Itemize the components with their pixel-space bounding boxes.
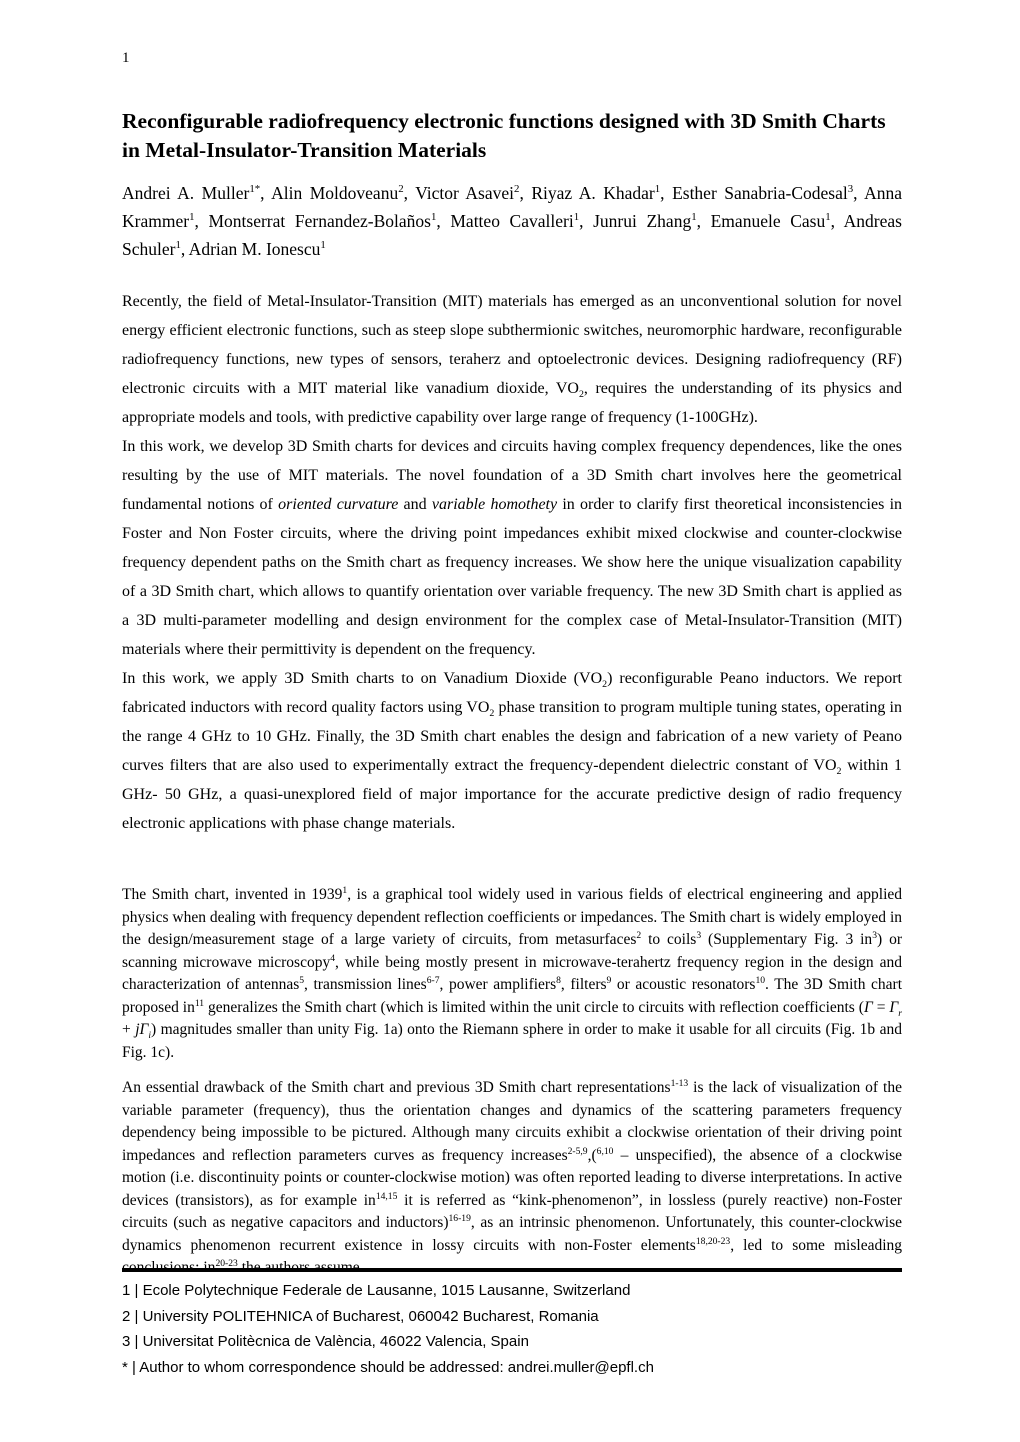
- abstract-paragraph-1: Recently, the field of Metal-Insulator-Transition (MIT) materials has emerged as an unconventional solution for novel energy efficient electronic functions, such as steep slope subthermionic switches, neuromorphic hardware, reconfigurable radiofrequency functions, new types of sensors, teraherz and optoelectronic devices. Designing radiofrequency (RF) electronic circuits with a MIT material like vanadium dioxide, $VO_2$, requires the understanding of its physics and appropriate models and tools, with predictive capability over large range of frequency (1-100GHz).: [122, 293, 903, 427]
- footnote-line: * | Author to whom correspondence should be addressed: andrei.muller@epfl.ch: [122, 1358, 654, 1376]
- footnote-line: 1 | Ecole Polytechnique Federale de Lausanne, 1015 Lausanne, Switzerland: [122, 1282, 631, 1299]
- footnote-divider: [122, 1268, 902, 1272]
- footnote-lines: [122, 1278, 902, 1380]
- abstract-paragraph-2: In this work, we develop 3D Smith charts for devices and circuits having complex frequency dependences, like the ones resulting by the use of MIT materials. The novel foundation of a 3D Smith chart involves here the geometrical fundamental notions of oriented curvature and variable homothety in order to clarify first theoretical inconsistencies in Foster and Non Foster circuits, where the driving point impedances exhibit mixed clockwise and counter-clockwise frequency dependent paths on the Smith chart as frequency increases. We show here the unique visualization capability of a 3D Smith chart, which allows to quantify orientation over variable frequency. The new 3D Smith chart is applied as a 3D multi-parameter modelling and design environment for the complex case of Metal-Insulator-Transition (MIT) materials where their permittivity is dependent on the frequency.: [122, 438, 903, 659]
- paper-title: Reconfigurable radiofrequency electronic functions designed with 3D Smith Charts in Metal-Insulator-Transition Materials: [122, 109, 886, 163]
- abstract-section: [122, 287, 902, 838]
- authors-line: Andrei A. Muller$^{1*}$, Alin Moldoveanu$^2$, Victor Asavei$^2$, Riyaz A. Khadar$^1$, Esther Sanabria-Codesal$^3$, Anna Krammer$^1$, Montserrat Fernandez-Bolaños$^1$, Matteo Cavalleri$^1$, Junrui Zhang$^1$, Emanuele Casu$^1$, Andreas Schuler$^1$, Adrian M. Ionescu$^1$: [122, 183, 902, 260]
- body-paragraph-2: An essential drawback of the Smith chart and previous 3D Smith chart representations$^{1-13}$ is the lack of visualization of the variable parameter (frequency), thus the orientation changes and dynamics of the scattering parameters frequency dependency being impossible to be pictured. Although many circuits exhibit a clockwise orientation of their driving point impedances and reflection parameters curves as frequency increases$^{2-5,9}$,($^{6,10}$ – unspecified), the absence of a clockwise motion (i.e. discontinuity points or counter-clockwise motion) was often reported leading to diverse interpretations. In active devices (transistors), as for example in$^{14,15}$ it is referred as “kink-phenomenon”, in lossless (purely reactive) non-Foster circuits (such as negative capacitors and inductors)$^{16-19}$, as an intrinsic phenomenon. Unfortunately, this counter-clockwise dynamics phenomenon recurrent existence in lossy circuits with non-Foster elements$^{18,20-23}$, led to some misleading conclusions: $in^{20-23}$ the authors assume: [122, 1077, 903, 1277]
- body-paragraph-1: The Smith chart, invented in 1939$^1$, is a graphical tool widely used in various fields of electrical engineering and applied physics when dealing with frequency dependent reflection coefficients or impedances. The Smith chart is widely employed in the design/measurement stage of a large variety of circuits, from metasurfaces$^2$ to coils$^3$ (Supplementary Fig. 3 $in^3$) or scanning microwave microscopy$^4$, while being mostly present in microwave-terahertz frequency region in the design and characterization of antennas$^5$, transmission lines$^{6-7}$, power amplifiers$^8$, filters$^9$ or acoustic resonators$^{10}$. The 3D Smith chart proposed $in^{11}$ generalizes the Smith chart (which is limited within the unit circle to circuits with reflection coefficients $(\Gamma = \Gamma_r + j\Gamma_i)$ magnitudes smaller than unity Fig. 1a) onto the Riemann sphere in order to make it usable for all circuits (Fig. 1b and Fig. 1c).: [122, 884, 903, 1061]
- footnotes-section: [122, 1268, 902, 1380]
- abstract-paragraph-3: In this work, we apply 3D Smith charts to on Vanadium Dioxide $(VO_2)$ reconfigurable Peano inductors. We report fabricated inductors with record quality factors using $VO_2$ phase transition to program multiple tuning states, operating in the range 4 GHz to 10 GHz. Finally, the 3D Smith chart enables the design and fabrication of a new variety of Peano curves filters that are also used to experimentally extract the frequency-dependent dielectric constant of $VO_2$ within 1 GHz- 50 GHz, a quasi-unexplored field of major importance for the accurate predictive design of radio frequency electronic applications with phase change materials.: [122, 670, 903, 833]
- page-number: 1: [122, 50, 130, 66]
- body-section: [122, 884, 902, 1280]
- footnote-line: 2 | University POLITEHNICA of Bucharest, 060042 Bucharest, Romania: [122, 1307, 599, 1325]
- footnote-line: 3 | Universitat Politècnica de València, 46022 Valencia, Spain: [122, 1333, 529, 1350]
